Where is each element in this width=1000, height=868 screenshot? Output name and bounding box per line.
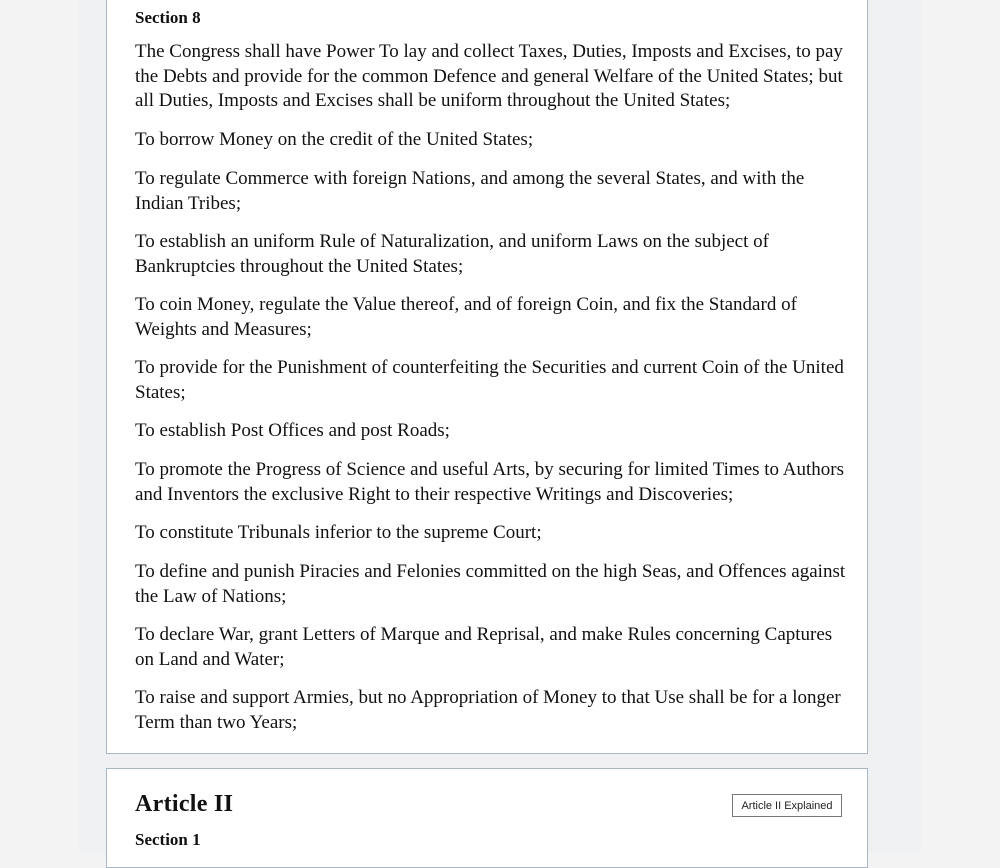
clause-paragraph: To borrow Money on the credit of the United States; [135,129,534,150]
clause-paragraph: To promote the Progress of Science and useful Arts, by securing for limited Times to Authors and Inventors the exclusive Right to their respective Writings and Discoveries; [135,459,844,505]
clause-paragraph: To establish an uniform Rule of Naturalization, and uniform Laws on the subject of Bankruptcies throughout the United States; [135,231,769,277]
clause-paragraph: To declare War, grant Letters of Marque and Reprisal, and make Rules concerning Captures on Land and Water; [135,624,833,670]
article-2-card [106,768,868,868]
clause-paragraph: To raise and support Armies, but no Appropriation of Money to that Use shall be for a longer Term than two Years; [135,687,841,733]
clause-paragraph: To constitute Tribunals inferior to the supreme Court; [135,522,542,543]
clause-paragraph: To define and punish Piracies and Felonies committed on the high Seas, and Offences against the Law of Nations; [135,561,846,607]
section-1-heading: Section 1 [135,830,201,849]
article-2-explained-button[interactable]: Article II Explained [732,794,842,817]
clause-paragraph: To establish Post Offices and post Roads; [135,420,450,441]
section-8-heading: Section 8 [135,8,201,27]
article-1-card [106,0,868,754]
clause-paragraph: To coin Money, regulate the Value thereof, and of foreign Coin, and fix the Standard of Weights and Measures; [135,294,797,340]
clause-paragraph: To regulate Commerce with foreign Nations, and among the several States, and with the Indian Tribes; [135,168,805,214]
clause-paragraph: The Congress shall have Power To lay and collect Taxes, Duties, Imposts and Excises, to pay the Debts and provide for the common Defence and general Welfare of the United States; but all Duties, Imposts and Excises shall be uniform throughout the United States; [135,41,843,111]
clause-paragraph: To provide for the Punishment of counterfeiting the Securities and current Coin of the United States; [135,357,844,403]
article-2-title: Article II [135,791,234,817]
